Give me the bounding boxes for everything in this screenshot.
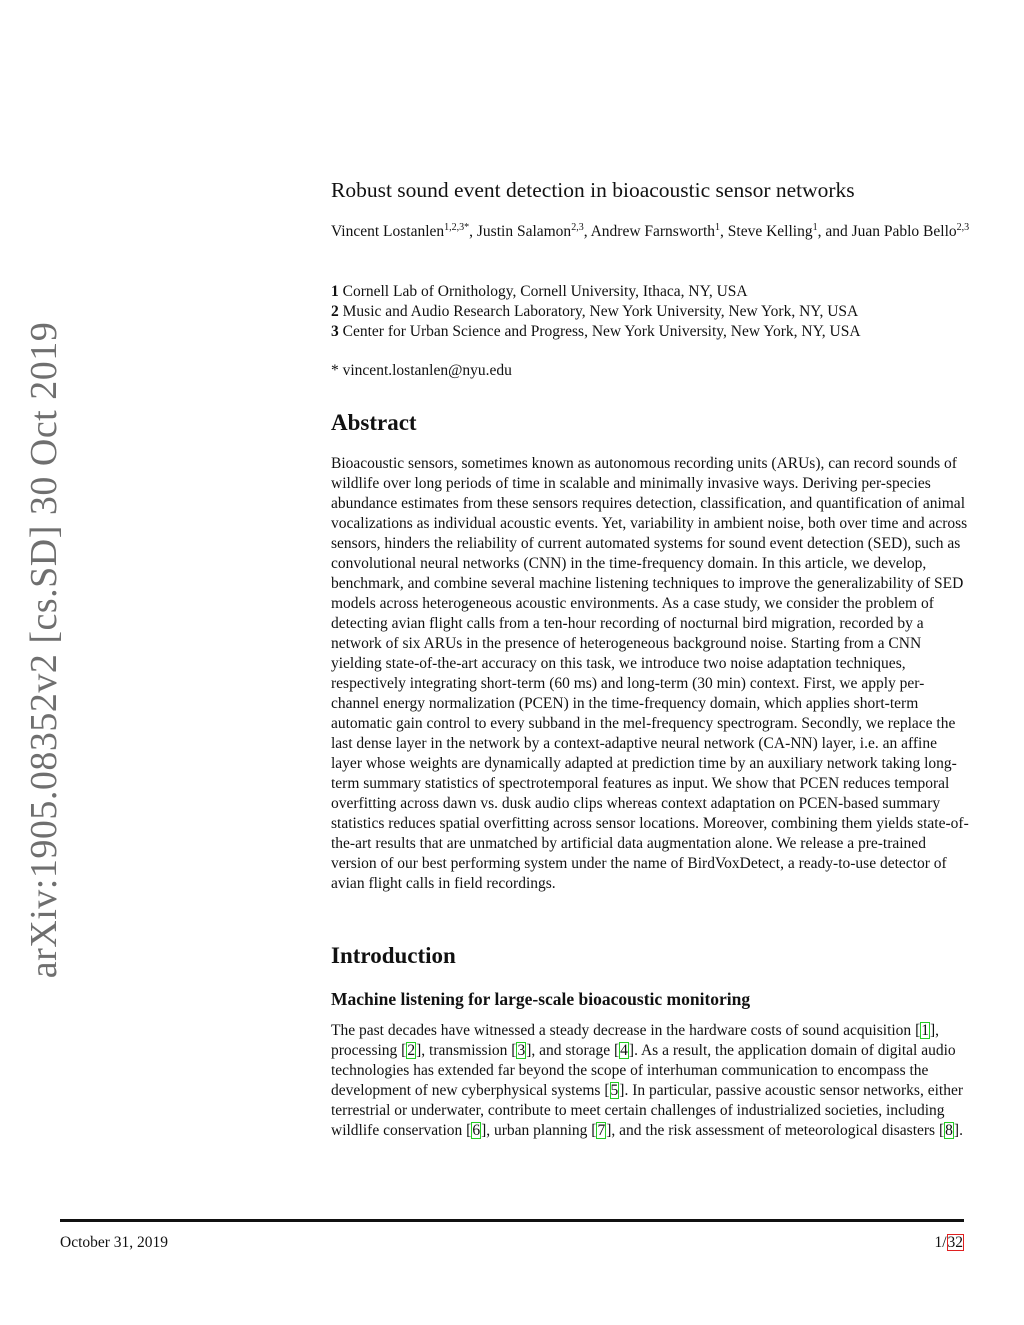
- citation-link[interactable]: 6: [472, 1122, 481, 1139]
- citation-link[interactable]: 7: [597, 1122, 606, 1139]
- citation-link[interactable]: 3: [517, 1042, 526, 1059]
- affiliation: 2 Music and Audio Research Laboratory, New York University, New York, NY, USA: [331, 303, 859, 320]
- introduction-paragraph: The past decades have witnessed a steady decrease in the hardware costs of sound acquisition [1], processing [2], transmission [3], and storage [4]. As a result, the application domain of digital audio technologies has extended far beyond the scope of interhuman communication to encompass the development of new cyberphysical systems [5]. In particular, passive acoustic sensor networks, either terrestrial or underwater, contribute to meet certain challenges of industrialized societies, including wildlife conservation [6], urban planning [7], and the risk assessment of meteorological disasters [8].: [331, 1022, 963, 1139]
- citation-link[interactable]: 5: [610, 1082, 619, 1099]
- abstract-body: Bioacoustic sensors, sometimes known as autonomous recording units (ARUs), can record sounds of wildlife over long periods of time in scalable and minimally invasive ways. Deriving per-species abundance estimates from these sensors requires detection, classification, and quantification of animal vocalizations as individual acoustic events. Yet, variability in ambient noise, both over time and across sensors, hinders the reliability of current automated systems for sound event detection (SED), such as convolutional neural networks (CNN) in the time-frequency domain. In this article, we develop, benchmark, and combine several machine listening techniques to improve the generalizability of SED models across heterogeneous acoustic environments. As a case study, we consider the problem of detecting avian flight calls from a ten-hour recording of nocturnal bird migration, recorded by a network of six ARUs in the presence of heterogeneous background noise. Starting from a CNN yielding state-of-the-art accuracy on this task, we introduce two noise adaptation techniques, respectively integrating short-term (60 ms) and long-term (30 min) context. First, we apply per-channel energy normalization (PCEN) in the time-frequency domain, which applies short-term automatic gain control to every subband in the mel-frequency spectrogram. Secondly, we replace the last dense layer in the network by a context-adaptive neural network (CA-NN) layer, i.e. an affine layer whose weights are dynamically adapted at prediction time by an auxiliary network taking long-term summary statistics of spectrotemporal features as input. We show that PCEN reduces temporal overfitting across dawn vs. dusk audio clips whereas context adaptation on PCEN-based summary statistics reduces spatial overfitting across sensor locations. Moreover, combining them yields state-of-the-art results that are unmatched by artificial data augmentation alone. We release a pre-trained version of our best performing system under the name of BirdVoxDetect, a ready-to-use detector of avian flight calls in field recordings.: [331, 455, 969, 892]
- page-number: 1/32: [934, 1234, 963, 1251]
- author: Vincent Lostanlen$^{1,2,3*}$: [331, 221, 470, 240]
- total-pages-link[interactable]: 32: [947, 1234, 963, 1251]
- footer-divider: [60, 1219, 964, 1222]
- affiliation: 3 Center for Urban Science and Progress, New York University, New York, NY, USA: [331, 323, 861, 340]
- corresponding-email: * vincent.lostanlen@nyu.edu: [331, 362, 512, 379]
- author: Justin Salamon$^{2,3}$: [476, 221, 584, 240]
- citation-link[interactable]: 4: [620, 1042, 628, 1059]
- citation-link[interactable]: 1: [921, 1022, 929, 1039]
- abstract-heading: Abstract: [331, 410, 417, 435]
- arxiv-identifier-stamp: arXiv:1905.08352v2 [cs.SD] 30 Oct 2019: [23, 321, 65, 979]
- citation-link[interactable]: 2: [407, 1042, 416, 1059]
- paper-title: Robust sound event detection in bioacoustic sensor networks: [331, 178, 855, 202]
- affiliation-list: [331, 282, 971, 342]
- introduction-heading: Introduction: [331, 943, 456, 968]
- footer-date: October 31, 2019: [60, 1234, 169, 1251]
- author: Juan Pablo Bello$^{2,3}$: [851, 221, 970, 240]
- author: Andrew Farnsworth$^1$: [590, 221, 721, 240]
- subsection-heading: Machine listening for large-scale bioacoustic monitoring: [331, 989, 751, 1009]
- citation-link[interactable]: 8: [945, 1122, 953, 1139]
- author: Steve Kelling$^1$: [727, 221, 818, 240]
- affiliation: 1 Cornell Lab of Ornithology, Cornell University, Ithaca, NY, USA: [331, 283, 748, 300]
- author-list: Vincent Lostanlen$^{1,2,3*}$, Justin Salamon$^{2,3}$, Andrew Farnsworth$^1$, Steve Kelling$^1$, and Juan Pablo Bello$^{2,3}$: [331, 221, 970, 240]
